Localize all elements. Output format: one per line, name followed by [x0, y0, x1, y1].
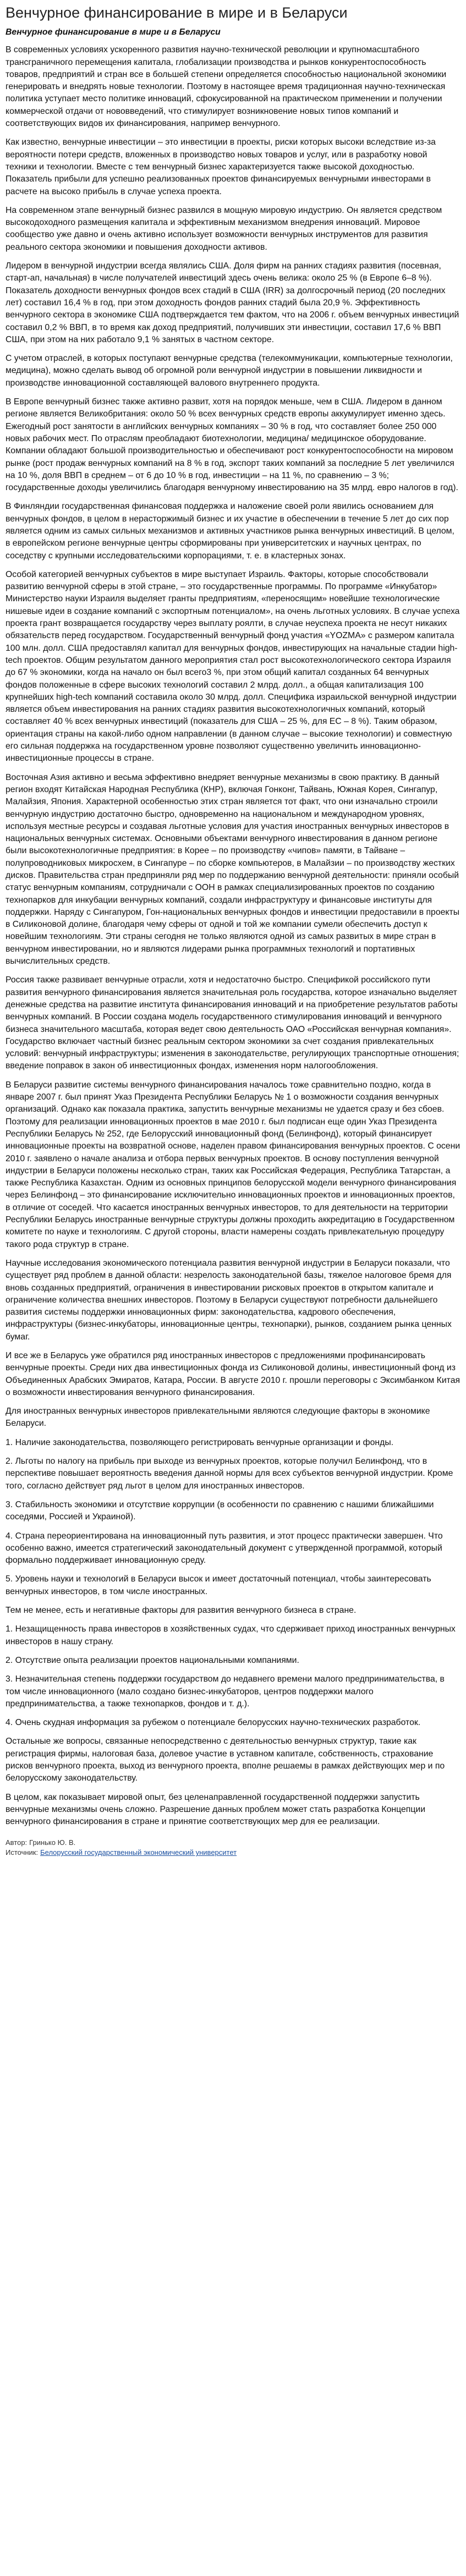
- article-paragraph: В современных условиях ускоренного развития научно-технической революции и крупномасштабного трансграничного перемещения капитала, глобализации производства и рынков конкурентоспособность товаров, предприятий и стран все в большей степени определяется способностью национальной экономики генерировать и внедрять новые технологии. Поэтому в настоящее время традиционная научно-техническая политика уступает место политике инноваций, сфокусированной на практическом применении и получении коммерческой отдачи от нововведений, что стимулирует возникновение новых типов компаний и соответствующих видов их финансирования, например венчурного.: [6, 45, 447, 129]
- article-paragraph: Остальные же вопросы, связанные непосредственно с деятельностью венчурных структур, такие как регистрация фирмы, налоговая база, долевое участие в уставном капитале, собственность, страхование рисков венчурного проекта, выход из венчурного проекта, вполне решаемы в рамках действующих мер и по белорусскому законодательству.: [6, 1737, 445, 1783]
- article-paragraph: Для иностранных венчурных инвесторов привлекательными являются следующие факторы в экономике Беларуси.: [6, 1407, 430, 1429]
- source-link[interactable]: Белорусский государственный экономический университет: [40, 1848, 237, 1857]
- article-paragraph: 1. Наличие законодательства, позволяющего регистрировать венчурные организации и фонды.: [6, 1437, 394, 1447]
- article-footer: [6, 1838, 460, 1858]
- article-paragraph: 4. Очень скудная информация за рубежом о потенциале белорусских научно-технических разработок.: [6, 1718, 421, 1728]
- article-paragraph: Научные исследования экономического потенциала развития венчурной индустрии в Беларуси показали, что существует ряд проблем в данной области: незрелость законодательной базы, тяжелое налоговое бремя для вновь созданных предприятий, ограничения в инвестировании рисковых проектов в открытом капитале и ограничение количества внешних инвесторов. Поэтому в Беларуси существуют потребности дальнейшего развития системы поддержки инновационных фирм: законодательства, кадрового обеспечения, инфраструктуры (бизнес-инкубаторы, инновационные центры, технопарки), рынков, созданием рынка ценных бумаг.: [6, 1258, 452, 1342]
- article-paragraph: 4. Страна переориентирована на инновационный путь развития, и этот процесс практически завершен. Что особенно важно, имеется стратегический законодательный документ с утвержденной программой, который формально поддерживает инновационную среду.: [6, 1531, 443, 1566]
- author-label: Автор:: [6, 1838, 28, 1847]
- article-paragraph: 3. Незначительная степень поддержки государством до недавнего времени малого предпринимательства, в том числе инновационного (мало создано бизнес-инкубаторов, центров поддержки малого предпринимательства, а также технопарков, фондов и т. д.).: [6, 1674, 445, 1709]
- article-paragraph: В целом, как показывает мировой опыт, без целенаправленной государственной поддержки запустить венчурные механизмы очень сложно. Разрешение данных проблем может стать разработка Концепции венчурного финансирования в стране и принятие соответствующих мер для ее реализации.: [6, 1792, 426, 1827]
- article-paragraph: Лидером в венчурной индустрии всегда являлись США. Доля фирм на ранних стадиях развития (посевная, старт-ап, начальная) в числе получателей инвестиций здесь очень велика: около 25 % (в Европе 6–8 %). Показатель доходности венчурных фондов всех стадий в США (IRR) за долгосрочный период (20 последних лет) составил 16,4 % в год, при этом доходность фондов ранних стадий была 20,9 %. Эффективность венчурного сектора в экономике США подтверждается тем фактом, что на 2006 г. объем венчурных инвестиций составил 0,2 % ВВП, в то время как доход предприятий, получивших эти инвестиции, составил 17,6 % ВВП США, при этом на них работало 9,1 % занятых в частном секторе.: [6, 261, 459, 344]
- author-name: Гринько Ю. В.: [29, 1838, 76, 1847]
- article-paragraph: 2. Льготы по налогу на прибыль при выходе из венчурных проектов, которые получил Белинфонд, что в перспективе повышает вероятность введения данной нормы для всех субъектов венчурной индустрии. Кроме того, согласно действует ряд льгот в целом для иностранных инвесторов.: [6, 1457, 453, 1491]
- article-paragraph: В Финляндии государственная финансовая поддержка и наложение своей роли явились основанием для венчурных фондов, в целом в нерасторжимый бизнес и их участие в обеспечении в течение 5 лет до сих пор является одним из самых сильных механизмов и активных участников рынка венчурных инвестиций. В целом, в европейском регионе венчурные центры сформированы при университетских и научных центрах, по соседству с крупными исследовательскими корпорациями, т. е. в кластерных зонах.: [6, 502, 454, 561]
- article-body: [6, 44, 460, 1828]
- article-paragraph: В Беларуси развитие системы венчурного финансирования началось тоже сравнительно поздно, когда в январе 2007 г. был принят Указ Президента Республики Беларусь № 1 о возможности создания венчурных организаций. Однако как показала практика, запустить венчурные механизмы не удается сразу и без сбоев. Поэтому для реализации инновационных проектов в мае 2010 г. был подписан еще один Указ Президента Республики Беларусь № 252, где Белорусский инновационный фонд (Белинфонд), который финансирует инновационные проекты на возвратной основе, наделен правом финансирования венчурных проектов. С осени 2010 г. заявлено о начале анализа и отбора первых венчурных проектов. В основу поступления венчурной индустрии в Беларуси положены несколько стран, таких как Российская Федерация, Республика Татарстан, а также Республика Казахстан. Одним из основных принципов белорусской модели венчурного финансирования через Белинфонд – это финансирование исключительно инновационных проектов и инновационных проектов, в отличие от соседей. Что касается иностранных венчурных инвесторов, то для деятельности на территории Республики Беларусь иностранные венчурные структуры должны проходить аккредитацию в Государственном комитете по науке и технологиям. С другой стороны, власти намерены создать привлекательную процедуру такого рода структур в стране.: [6, 1080, 460, 1249]
- article-paragraph: С учетом отраслей, в которых поступают венчурные средства (телекоммуникации, компьютерные технологии, медицина), можно сделать вывод об огромной роли венчурной индустрии в повышении ликвидности и производстве инновационной составляющей валового внутреннего продукта.: [6, 354, 453, 388]
- article-paragraph: Тем не менее, есть и негативные факторы для развития венчурного бизнеса в стране.: [6, 1606, 357, 1616]
- article-paragraph: На современном этапе венчурный бизнес развился в мощную мировую индустрию. Он является средством высокодоходного размещения капитала и эффективным механизмом внедрения инноваций. Мировое сообщество уже давно и очень активно использует возможности венчурных инструментов для развития реального сектора экономики и повышения доходности активов.: [6, 205, 442, 252]
- article-paragraph: 5. Уровень науки и технологий в Беларуси высок и имеет достаточный потенциал, чтобы заинтересовать венчурных инвесторов, в том числе иностранных.: [6, 1574, 431, 1596]
- article-paragraph: Особой категорией венчурных субъектов в мире выступает Израиль. Факторы, которые способствовали развитию венчурной сферы в этой стране, – это государственные программы. По программе «Инкубатор» Министерство науки Израиля выделяет гранты предприятиям, «переносящим» новейшие технологические нишевые идеи в создание компаний с экспортным потенциалом», на очень льготных условиях. В случае успеха проекта грант возвращается государству через выплату роялти, в случае неуспеха проекта не несут никаких обязательств перед государством. Государственный венчурный фонд участия «YOZMA» с размером капитала 100 млн. долл. США предоставлял капитал для венчурных фондов, инвестирующих на начальные стадии high-tech проектов. Общим результатом данного мероприятия стал рост высокотехнологического сектора Израиля до 67 % экономики, когда на начало он был всего3 %, при этом общий капитал созданных 64 венчурных фондов положенные в сфере высоких технологий составил 2 млрд. долл., а общая капитализация 100 крупнейших high-tech компаний составила около 30 млрд. долл. Специфика израильской венчурной индустрии является объем инвестирования на ранних стадиях развития высокотехнологичных компаний, который составляет 40 % всех венчурных инвестиций (показатель для США – 25 %, для ЕС – 8 %). Таким образом, ориентация страны на какой-либо одном направлении (в данном случае – высокие технологии) и совместную его сильная поддержка на государственном уровне позволяют существенно увеличить инновационно-инвестиционные процессы в стране.: [6, 569, 460, 764]
- article-paragraph: Восточная Азия активно и весьма эффективно внедряет венчурные механизмы в свою практику. В данный регион входят Китайская Народная Республика (КНР), включая Гонконг, Тайвань, Южная Корея, Сингапур, Малайзия, Япония. Характерной особенностью этих стран является тот факт, что они изначально строили венчурную индустрию достаточно быстро, одновременно на национальном и международном уровнях, используя местные ресурсы и создавая льготные условия для участия иностранных венчурных инвесторов в национальных венчурных системах. Основными объектами венчурного инвестирования в данном регионе были высокотехнологичные предприятия: в Корее – по производству «чипов» памяти, в Тайване – полупроводниковых микросхем, в Сингапуре – по сборке компьютеров, в Малайзии – по производству жестких дисков. Правительства стран предприняли ряд мер по поддержанию венчурной деятельности: приняли особый статус венчурным компаниям, сотрудничали с ООН в рамках специализированных проектов по созданию технопарков для инкубации венчурных компаний, создали инфраструктуру и финансовые институты для поддержки. Наряду с Сингапуром, Гон-национальных венчурных фондов и инвестиции предоставили в проекты в Силиконовой долине, благодаря чему сферы от одной и той же компании сумели обеспечить доступ к новейшим технологиям. Эти страны сегодня не только являются одной из самых развитых в мире стран в венчурном инвестировании, но и являются лидерами рынка программных технологий и портативных вычислительных средств.: [6, 772, 460, 966]
- source-row: [6, 1848, 460, 1858]
- page-title: Венчурное финансирование в мире и в Беларуси: [6, 4, 348, 21]
- article-paragraph: 2. Отсутствие опыта реализации проектов национальными компаниями.: [6, 1655, 299, 1665]
- article-subtitle: Венчурное финансирование в мире и в Беларуси: [6, 28, 221, 37]
- article-paragraph: 1. Незащищенность права инвесторов в хозяйственных судах, что сдерживает приход иностранных венчурных инвесторов в нашу страну.: [6, 1624, 456, 1646]
- source-label: Источник:: [6, 1848, 39, 1857]
- article-paragraph: 3. Стабильность экономики и отсутствие коррупции (в особенности по сравнению с нашими ближайшими соседями, Россией и Украиной).: [6, 1500, 434, 1522]
- article-paragraph: Как известно, венчурные инвестиции – это инвестиции в проекты, риски которых высоки вследствие из-за вероятности потери средств, вложенных в производство новых товаров и услуг, или в разработку новой техники и технологии. Вместе с тем венчурный бизнес характеризуется также высокой доходностью. Показатель прибыли для успешно реализованных проектов финансируемых венчурными инвесторами в расчете на высоко прибыль в случае успеха проекта.: [6, 138, 436, 196]
- article-paragraph: Россия также развивает венчурные отрасли, хотя и недостаточно быстро. Спецификой российского пути развития венчурного финансирования является значительная роль государства, которое изначально выделяет денежные средства на развитие института финансирования инноваций и на приобретение результатов работы венчурных компаний. В России создана модель государственного стимулирования инноваций и венчурного бизнеса значительного масштаба, которая ведет свою деятельность ОАО «Российская венчурная компания». Государство включает частный бизнес реальным сектором экономики за счет создания привлекательных условий: венчурный инфраструктуры; изменения в законодательстве, регулирующих транспортные отношения; введение поправок в закон об инвестиционных фондах, изменения норм налогообложения.: [6, 975, 459, 1071]
- article-paragraph: И все же в Беларусь уже обратился ряд иностранных инвесторов с предложениями профинансировать венчурные проекты. Среди них два инвестиционных фонда из Силиконовой долины, инвестиционный фонд из Объединенных Арабских Эмиратов, Катара, России. В августе 2010 г. прошли переговоры с Эксимбанком Китая о возможности инвестирования венчурного финансирования.: [6, 1350, 460, 1397]
- article-paragraph: В Европе венчурный бизнес также активно развит, хотя на порядок меньше, чем в США. Лидером в данном регионе является Великобритания: около 50 % всех венчурных средств европы аккумулирует именно здесь. Ежегодный рост занятости в английских венчурных компаниях – 30 % в год, что составляет более 250 000 новых рабочих мест. По отраслям преобладают биотехнологии, медицина/ медицинское оборудование. Компании обладают большой производительностью и обеспечивают рост конкурентоспособности на мировом рынке (рост продаж венчурных компаний на 8 % в год, экспорт таких компаний за последние 5 лет увеличился на 10 %, доля ВВП в среднем – от 6 до 10 % в год, инвестиции – на 11 %, по сравнению – 3 %; государственные доходы увеличились благодаря венчурному инвестированию на 35 млрд. евро налогов в год).: [6, 397, 458, 493]
- author-row: [6, 1838, 460, 1848]
